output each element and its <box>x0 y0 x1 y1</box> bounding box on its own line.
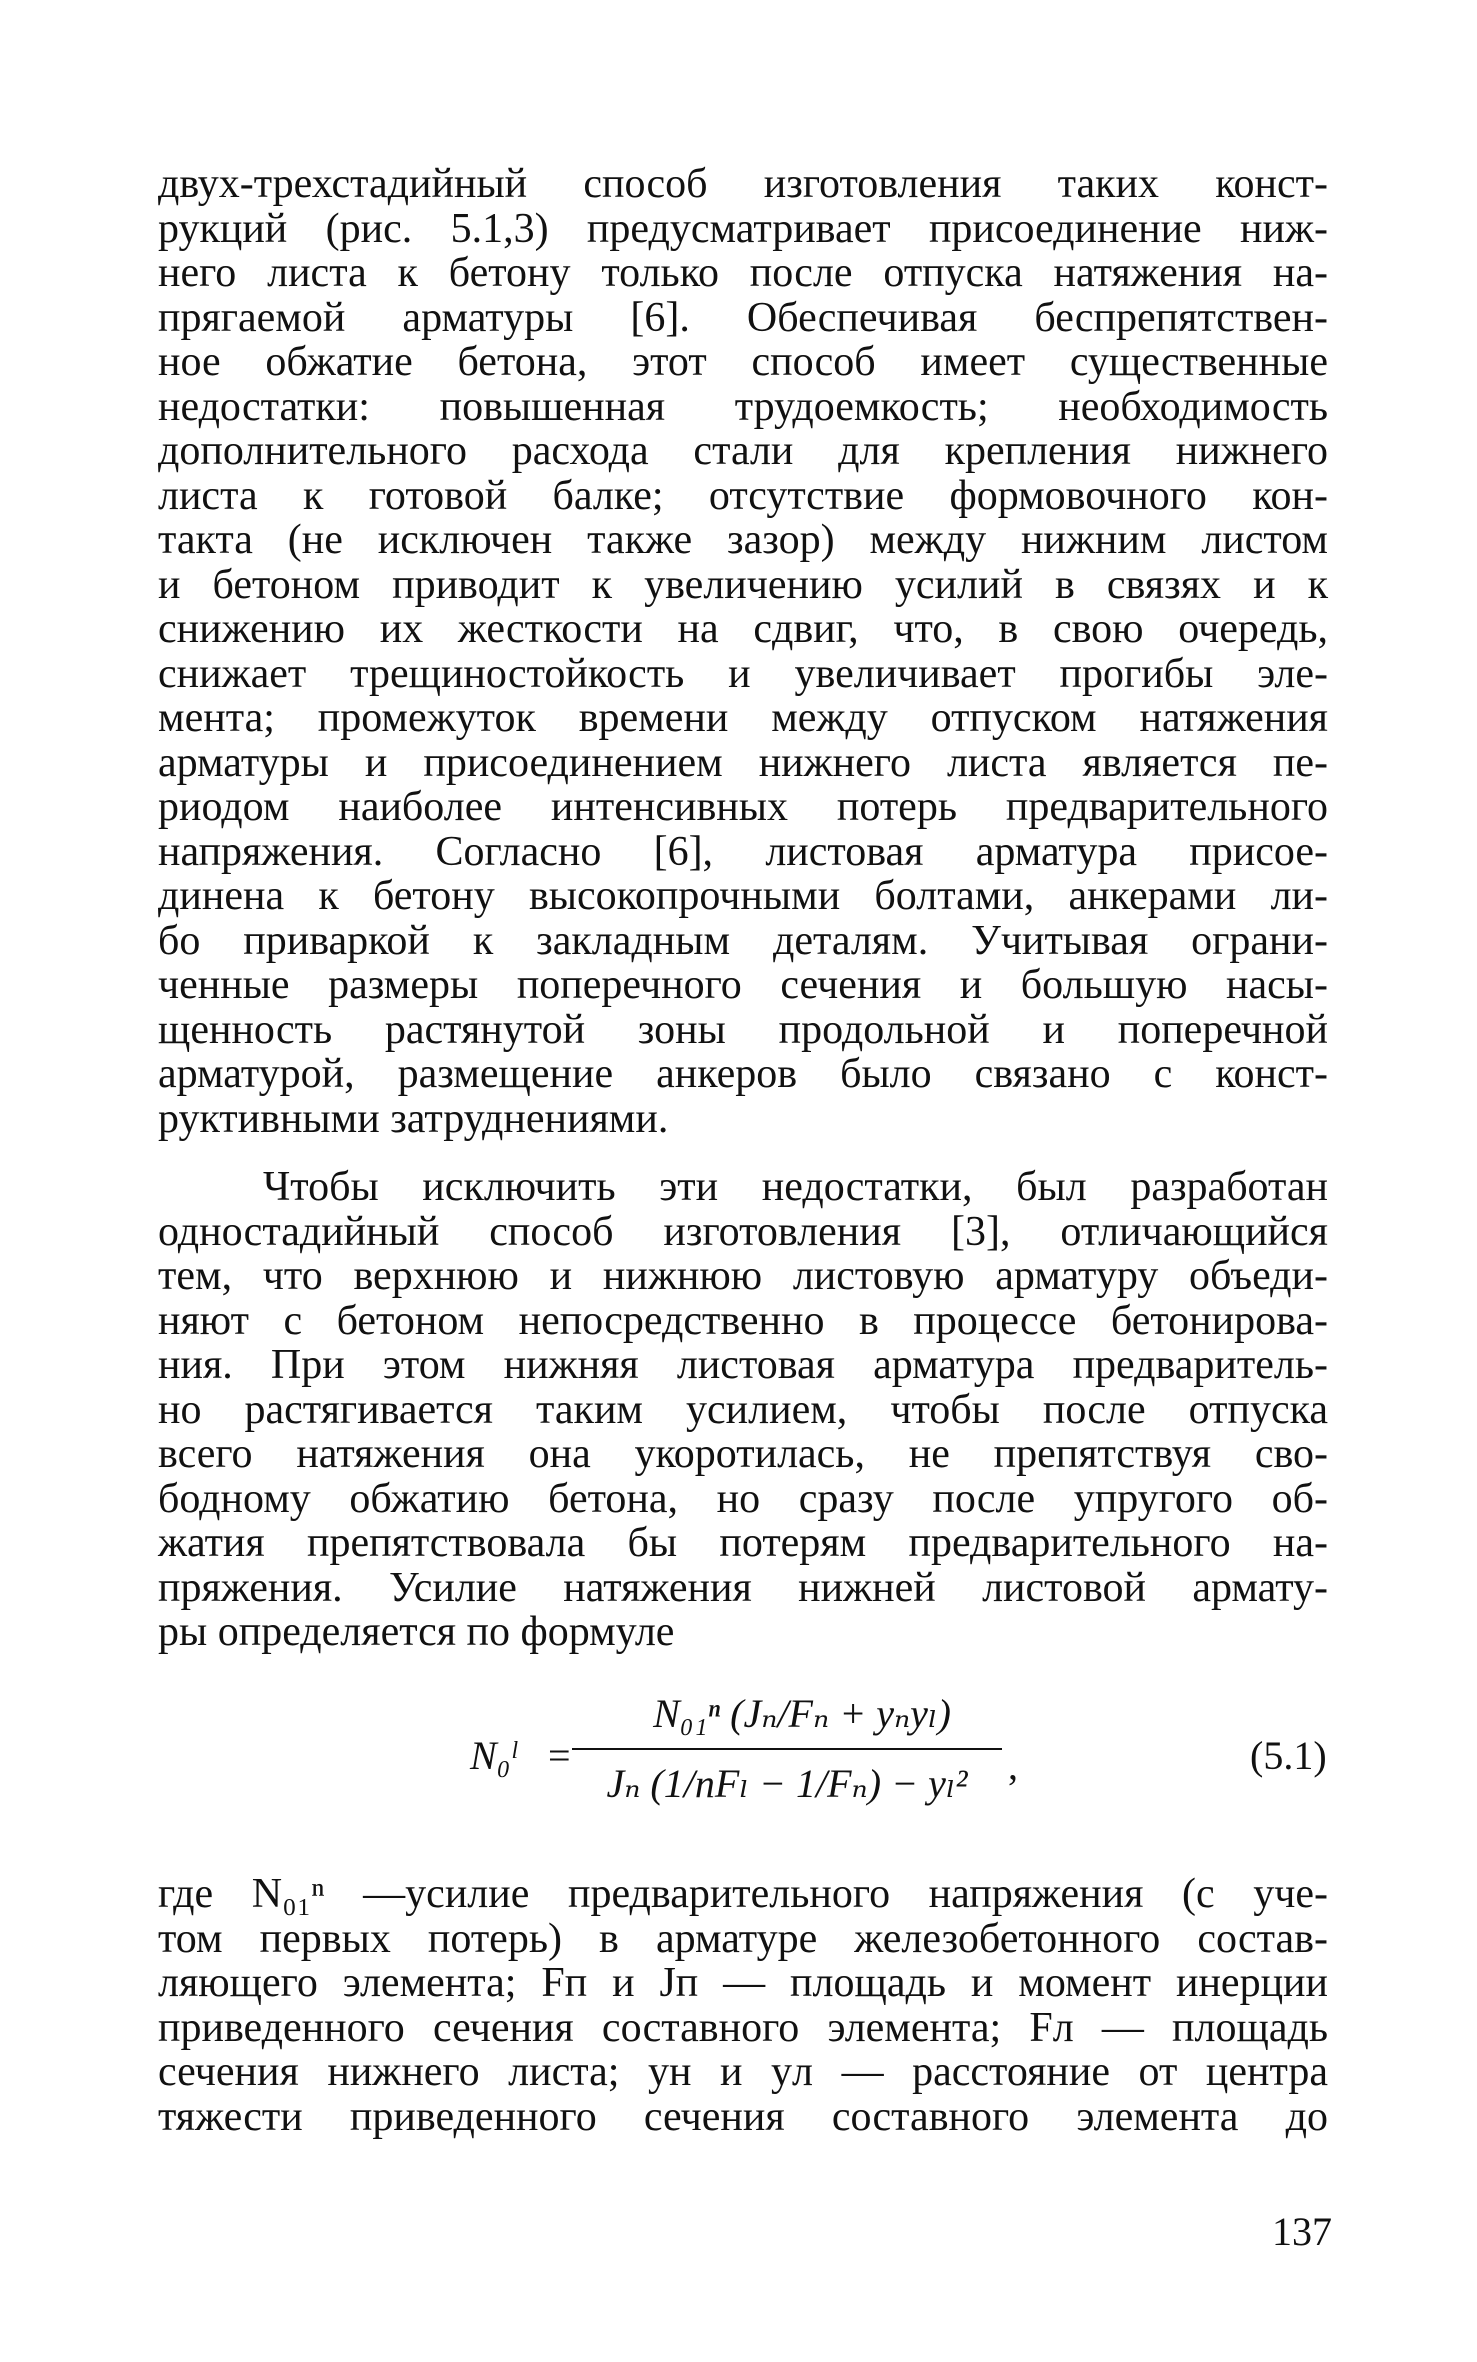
text-line: бо приваркой к закладным деталям. Учитывая ограни- <box>158 917 1328 964</box>
text-line: бодному обжатию бетона, но сразу после упругого об- <box>158 1475 1328 1522</box>
text-line: сечения нижнего листа; yн и yл — расстояние от центра <box>158 2049 1328 2095</box>
text-line: ное обжатие бетона, этот способ имеет существенные <box>158 339 1328 385</box>
formula-5-1 <box>0 1690 1477 1830</box>
text-line: двух-трехстадийный способ изготовления таких конст- <box>158 161 1328 207</box>
text-line: арматурой, размещение анкеров было связано с конст- <box>158 1051 1328 1097</box>
formula-number: (5.1) <box>1250 1733 1327 1778</box>
text-line: рукций (рис. 5.1,3) предусматривает присоединение ниж- <box>158 205 1328 252</box>
text-line: арматуры и присоединением нижнего листа является пе- <box>158 739 1328 786</box>
text-line: том первых потерь) в арматуре железобетонного состав- <box>158 1915 1328 1962</box>
text-line: динена к бетону высокопрочными болтами, анкерами ли- <box>158 873 1328 919</box>
text-line: тем, что верхнюю и нижнюю листовую арматуру объеди- <box>158 1253 1328 1299</box>
paragraph-1 <box>158 162 1328 1141</box>
page-number: 137 <box>1272 2209 1332 2254</box>
text-line: пряжения. Усилие натяжения нижней листовой армату- <box>158 1564 1328 1611</box>
text-line: ляющего элемента; Fп и Jп — площадь и момент инерции <box>158 1960 1328 2006</box>
text-line: листа к готовой балке; отсутствие формовочного кон- <box>158 472 1328 519</box>
formula-comma: , <box>1008 1743 1018 1788</box>
text-line: тяжести приведенного сечения составного элемента до <box>158 2093 1328 2140</box>
text-line: одностадийный способ изготовления [3], отличающийся <box>158 1208 1328 1255</box>
text-line: риодом наиболее интенсивных потерь предварительного <box>158 784 1328 830</box>
formula-numerator: N₀₁ⁿ (Jₙ/Fₙ + yₙyₗ) <box>653 1691 951 1736</box>
formula-denominator: Jₙ (1/nFₗ − 1/Fₙ) − yₗ² <box>606 1761 968 1806</box>
fraction-bar <box>572 1748 1002 1750</box>
text-line: снижает трещиностойкость и увеличивает прогибы эле- <box>158 650 1328 697</box>
text-line: ченные размеры поперечного сечения и большую насы- <box>158 962 1328 1008</box>
text-line: него листа к бетону только после отпуска натяжения на- <box>158 250 1328 296</box>
text-line: дополнительного расхода стали для крепления нижнего <box>158 428 1328 474</box>
text-line: ры определяется по формуле <box>158 1609 675 1655</box>
text-line: напряжения. Согласно [6], листовая арматура присое- <box>158 828 1328 875</box>
text-line: недостатки: повышенная трудоемкость; необходимость <box>158 383 1328 430</box>
text-line: щенность растянутой зоны продольной и поперечной <box>158 1006 1328 1053</box>
text-line: няют с бетоном непосредственно в процессе бетонирова- <box>158 1297 1328 1344</box>
text-line: снижению их жесткости на сдвиг, что, в свою очередь, <box>158 606 1328 652</box>
text-line: прягаемой арматуры [6]. Обеспечивая беспрепятствен- <box>158 294 1328 341</box>
text-line: такта (не исключен также зазор) между нижним листом <box>158 517 1328 563</box>
text-line: ния. При этом нижняя листовая арматура предваритель- <box>158 1342 1328 1388</box>
text-line: мента; промежуток времени между отпуском натяжения <box>158 695 1328 741</box>
text-line: всего натяжения она укоротилась, не препятствуя сво- <box>158 1431 1328 1477</box>
text-line: жатия препятствовала бы потерям предварительного на- <box>158 1520 1328 1566</box>
text-line: Чтобы исключить эти недостатки, был разработан <box>263 1164 1328 1210</box>
paragraph-3 <box>158 1872 1328 2139</box>
text-line: приведенного сечения составного элемента; Fл — площадь <box>158 2004 1328 2051</box>
text-line: и бетоном приводит к увеличению усилий в связях и к <box>158 561 1328 608</box>
text-line: руктивными затруднениями. <box>158 1095 669 1142</box>
text-line: где N₀₁ⁿ —усилие предварительного напряжения (с уче- <box>158 1871 1328 1917</box>
formula-lhs: N₀ˡ <box>470 1733 517 1778</box>
paragraph-2 <box>158 1165 1328 1655</box>
text-line: но растягивается таким усилием, чтобы после отпуска <box>158 1386 1328 1433</box>
formula-equals: = <box>548 1733 571 1778</box>
